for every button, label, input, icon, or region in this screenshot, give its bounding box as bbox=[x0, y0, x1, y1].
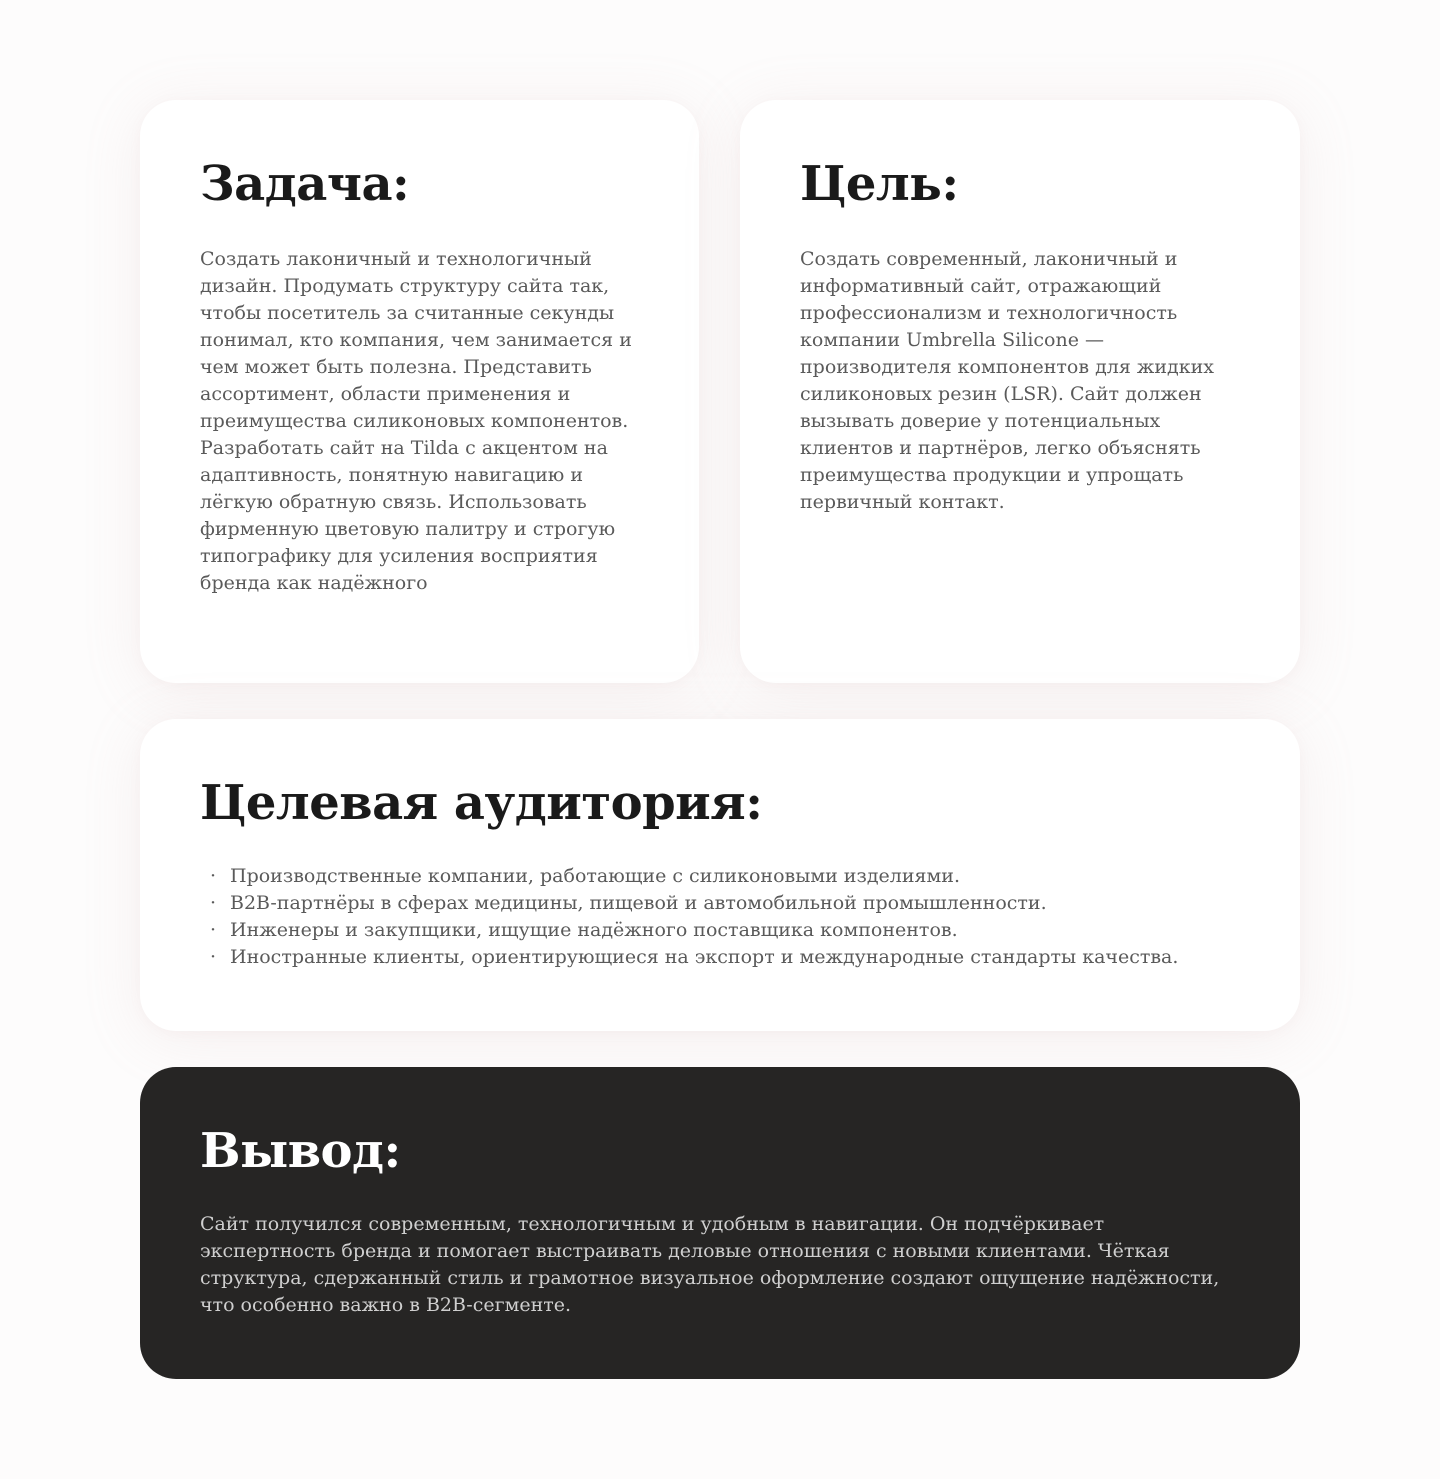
audience-item-text: B2B-партнёры в сферах медицины, пищевой и автомобильной промышленности. bbox=[230, 892, 1047, 914]
bullet-icon: · bbox=[210, 946, 217, 968]
task-title: Задача: bbox=[200, 156, 410, 212]
bullet-icon: · bbox=[210, 919, 217, 941]
audience-item-text: Инженеры и закупщики, ищущие надёжного поставщика компонентов. bbox=[230, 919, 958, 941]
bullet-icon: · bbox=[210, 892, 217, 914]
audience-item-text: Иностранные клиенты, ориентирующиеся на экспорт и международные стандарты качества. bbox=[230, 946, 1179, 968]
audience-card bbox=[140, 719, 1300, 1031]
bullet-icon: · bbox=[210, 865, 217, 887]
conclusion-text: Сайт получился современным, технологичным и удобным в навигации. Он подчёркивает экспертность бренда и помогает выстраивать деловые отношения с новыми клиентами. Чёткая структура, сдержанный стиль и грамотное визуальное оформление создают ощущение надёжности, что особенно важно в B2B-сегменте. bbox=[200, 1213, 1220, 1316]
goal-text: Создать современный, лаконичный и информативный сайт, отражающий профессионализм и технологичность компании Umbrella Silicone — производителя компонентов для жидких силиконовых резин (LSR). Сайт должен вызывать доверие у потенциальных клиентов и партнёров, легко объяснять преимущества продукции и упрощать первичный контакт. bbox=[800, 248, 1214, 513]
audience-item-text: Производственные компании, работающие с силиконовыми изделиями. bbox=[230, 865, 960, 887]
task-text: Создать лаконичный и технологичный дизайн. Продумать структуру сайта так, чтобы посетитель за считанные секунды понимал, кто компания, чем занимается и чем может быть полезна. Представить ассортимент, области применения и преимущества силиконовых компонентов. Разработать сайт на Tilda с акцентом на адаптивность, понятную навигацию и лёгкую обратную связь. Использовать фирменную цветовую палитру и строгую типографику для усиления восприятия бренда как надёжного bbox=[200, 248, 632, 594]
audience-list-item bbox=[200, 944, 1240, 971]
goal-card bbox=[740, 100, 1300, 683]
conclusion-card bbox=[140, 1067, 1300, 1379]
task-card bbox=[140, 100, 699, 683]
goal-title: Цель: bbox=[800, 156, 959, 212]
audience-list-item bbox=[200, 890, 1240, 917]
audience-list-item bbox=[200, 917, 1240, 944]
conclusion-title: Вывод: bbox=[200, 1123, 401, 1179]
audience-list bbox=[200, 863, 1240, 971]
audience-list-item bbox=[200, 863, 1240, 890]
audience-title: Целевая аудитория: bbox=[200, 775, 763, 831]
